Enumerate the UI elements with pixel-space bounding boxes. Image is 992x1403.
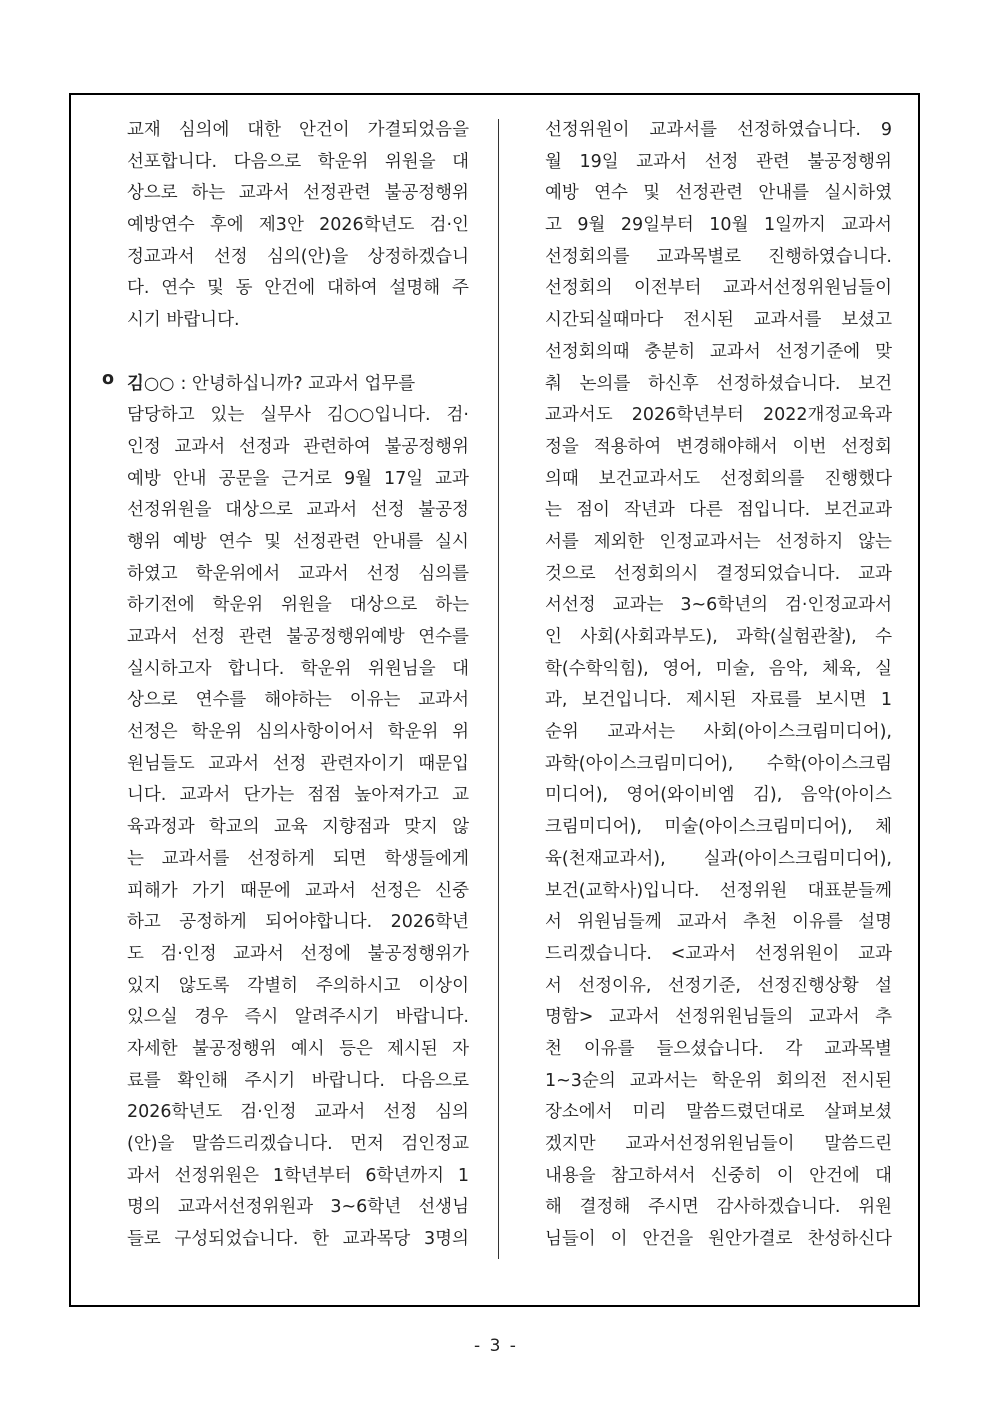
text-line: 춰 논의를 하신후 선정하셨습니다. 보건 bbox=[545, 373, 892, 394]
text-line: 있으실 경우 즉시 알려주시기 바랍니다. bbox=[127, 1007, 469, 1028]
column-divider bbox=[498, 119, 499, 1259]
text-line: 미디어), 영어(와이비엠 김), 음악(아이스 bbox=[545, 785, 892, 806]
text-line: 내용을 참고하셔서 신중히 이 안건에 대 bbox=[545, 1165, 892, 1186]
text-line: 인정 교과서 선정과 관련하여 불공정행위 bbox=[127, 436, 469, 457]
text-line: 시기 바랍니다. bbox=[127, 310, 240, 331]
text-line: 1~3순의 교과서는 학운위 회의전 전시된 bbox=[545, 1070, 892, 1091]
text-line: 료를 확인해 주시기 바랍니다. 다음으로 bbox=[127, 1070, 469, 1091]
text-line: 서 선정이유, 선정기준, 선정진행상황 설 bbox=[545, 975, 892, 996]
left-column bbox=[102, 115, 469, 1256]
speaker-name: 김○○ bbox=[127, 373, 175, 394]
text-line: 교과서도 2026학년부터 2022개정교육과 bbox=[545, 405, 892, 426]
right-paragraph bbox=[545, 115, 892, 1256]
speaker-line bbox=[127, 369, 469, 401]
text-line: 하기전에 학운위 위원을 대상으로 하는 bbox=[127, 595, 469, 616]
text-line: 월 19일 교과서 선정 관련 불공정행위 bbox=[545, 151, 892, 172]
text-line: 드리겠습니다. <교과서 선정위원이 교과 bbox=[545, 943, 892, 964]
text-line: 하였고 학운위에서 교과서 선정 심의를 bbox=[127, 563, 469, 584]
text-line: 육과정과 학교의 교육 지향점과 맞지 않 bbox=[127, 817, 469, 838]
text-line: 님들이 이 안건을 원안가결로 찬성하신다 bbox=[545, 1229, 892, 1250]
text-line: 고 9월 29일부터 10월 1일까지 교과서 bbox=[545, 215, 892, 236]
text-line: 의때 보건교과서도 선정회의를 진행했다 bbox=[545, 468, 892, 489]
text-line: 담당하고 있는 실무사 김○○입니다. 검· bbox=[127, 405, 469, 426]
speaker-line-text: : 안녕하십니까? 교과서 업무를 bbox=[180, 373, 416, 394]
right-column bbox=[545, 115, 892, 1256]
text-line: 상으로 연수를 해야하는 이유는 교과서 bbox=[127, 690, 469, 711]
text-line: 선정회의를 교과목별로 진행하였습니다. bbox=[545, 246, 892, 267]
text-line: 선정회의 이전부터 교과서선정위원님들이 bbox=[545, 278, 892, 299]
text-line: 서 위원님들께 교과서 추천 이유를 설명 bbox=[545, 912, 892, 933]
text-line: 선정위원이 교과서를 선정하였습니다. 9 bbox=[545, 120, 892, 140]
text-line: 있지 않도록 각별히 주의하시고 이상이 bbox=[127, 975, 469, 996]
bullet-marker: o bbox=[102, 368, 115, 389]
text-line: 예방연수 후에 제3안 2026학년도 검·인 bbox=[127, 215, 469, 236]
document-frame bbox=[69, 93, 920, 1307]
text-line: 예방 안내 공문을 근거로 9월 17일 교과 bbox=[127, 468, 469, 489]
text-line: 보건(교학사)입니다. 선정위원 대표분들께 bbox=[545, 880, 892, 901]
text-line: 도 검·인정 교과서 선정에 불공정행위가 bbox=[127, 943, 469, 964]
text-line: 서를 제외한 인정교과서는 선정하지 않는 bbox=[545, 531, 892, 552]
paragraph-gap bbox=[127, 337, 469, 369]
text-line: 원님들도 교과서 선정 관련자이기 때문입 bbox=[127, 753, 469, 774]
text-line: 하고 공정하게 되어야합니다. 2026학년 bbox=[127, 912, 469, 933]
text-line: 인 사회(사회과부도), 과학(실험관찰), 수 bbox=[545, 627, 892, 647]
text-line: 크림미디어), 미술(아이스크림미디어), 체 bbox=[545, 817, 892, 838]
text-line: 과학(아이스크림미디어), 수학(아이스크림 bbox=[545, 753, 892, 774]
text-line: 선정위원을 대상으로 교과서 선정 불공정 bbox=[127, 500, 469, 521]
text-line: 자세한 불공정행위 예시 등은 제시된 자 bbox=[127, 1038, 469, 1059]
text-line: 시간되실때마다 전시된 교과서를 보셨고 bbox=[545, 310, 892, 331]
text-line: 해 결정해 주시면 감사하겠습니다. 위원 bbox=[545, 1197, 892, 1218]
text-line: (안)을 말씀드리겠습니다. 먼저 검인정교 bbox=[127, 1134, 469, 1154]
text-line: 다. 연수 및 동 안건에 대하여 설명해 주 bbox=[127, 278, 469, 299]
text-line: 과서 선정위원은 1학년부터 6학년까지 1 bbox=[127, 1165, 469, 1186]
text-line: 들로 구성되었습니다. 한 교과목당 3명의 bbox=[127, 1229, 469, 1250]
text-line: 학(수학익힘), 영어, 미술, 음악, 체육, 실 bbox=[545, 658, 892, 679]
text-line: 예방 연수 및 선정관련 안내를 실시하였 bbox=[545, 183, 892, 204]
text-line: 서선정 교과는 3~6학년의 검·인정교과서 bbox=[545, 595, 892, 616]
text-line: 니다. 교과서 단가는 점점 높아져가고 교 bbox=[127, 785, 469, 806]
text-line: 순위 교과서는 사회(아이스크림미디어), bbox=[545, 722, 892, 743]
text-line: 교재 심의에 대한 안건이 가결되었음을 bbox=[127, 120, 469, 140]
text-line: 교과서 선정 관련 불공정행위예방 연수를 bbox=[127, 627, 469, 647]
text-line: 육(천재교과서), 실과(아이스크림미디어), bbox=[545, 848, 892, 869]
left-paragraph-1 bbox=[127, 115, 469, 337]
text-line: 실시하고자 합니다. 학운위 위원님을 대 bbox=[127, 658, 469, 679]
text-line: 정교과서 선정 심의(안)을 상정하겠습니 bbox=[127, 246, 469, 267]
text-line: 과, 보건입니다. 제시된 자료를 보시면 1 bbox=[545, 690, 892, 711]
text-line: 2026학년도 검·인정 교과서 선정 심의 bbox=[127, 1102, 469, 1123]
text-line: 상으로 하는 교과서 선정관련 불공정행위 bbox=[127, 183, 469, 204]
speaker-paragraph bbox=[102, 368, 469, 1256]
text-line: 겠지만 교과서선정위원님들이 말씀드린 bbox=[545, 1134, 892, 1154]
text-line: 선정회의때 충분히 교과서 선정기준에 맞 bbox=[545, 341, 892, 362]
text-line: 행위 예방 연수 및 선정관련 안내를 실시 bbox=[127, 531, 469, 552]
text-line: 명의 교과서선정위원과 3~6학년 선생님 bbox=[127, 1197, 469, 1218]
text-line: 명함> 교과서 선정위원님들의 교과서 추 bbox=[545, 1007, 892, 1028]
text-line: 천 이유를 들으셨습니다. 각 교과목별 bbox=[545, 1038, 892, 1059]
page-number: - 3 - bbox=[474, 1336, 518, 1356]
text-line: 는 교과서를 선정하게 되면 학생들에게 bbox=[127, 848, 469, 869]
text-line: 선정은 학운위 심의사항이어서 학운위 위 bbox=[127, 722, 469, 743]
text-line: 선포합니다. 다음으로 학운위 위원을 대 bbox=[127, 151, 469, 172]
text-line: 정을 적용하여 변경해야해서 이번 선정회 bbox=[545, 436, 892, 457]
text-line: 는 점이 작년과 다른 점입니다. 보건교과 bbox=[545, 500, 892, 521]
text-line: 피해가 가기 때문에 교과서 선정은 신중 bbox=[127, 880, 469, 901]
text-line: 장소에서 미리 말씀드렸던대로 살펴보셨 bbox=[545, 1102, 892, 1123]
text-line: 것으로 선정회의시 결정되었습니다. 교과 bbox=[545, 563, 892, 584]
left-paragraph-2 bbox=[127, 400, 469, 1256]
